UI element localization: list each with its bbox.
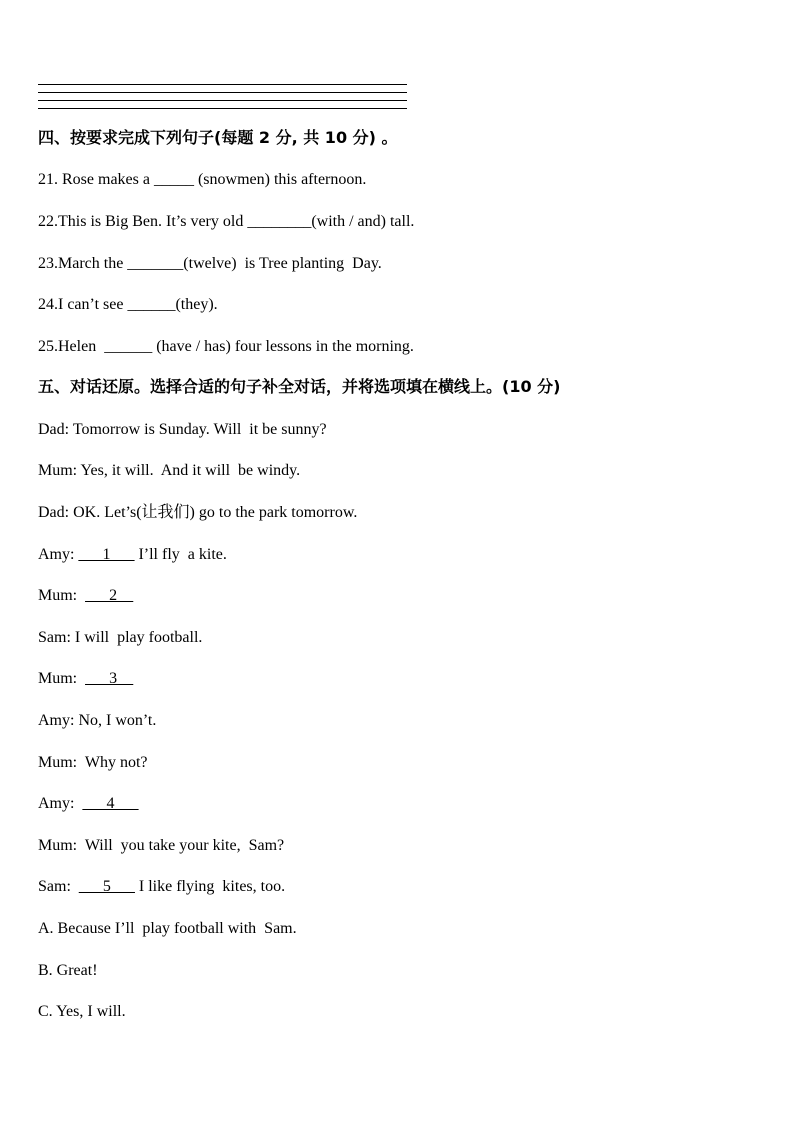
answer-blank-5[interactable]: ___5___ [78, 878, 135, 895]
speaker: Dad: [38, 421, 70, 438]
dialogue-text: I like flying kites, too. [134, 878, 286, 895]
question-21: 21. Rose makes a _____ (snowmen) this afternoon. [38, 171, 367, 188]
question-23: 23.March the _______(twelve) is Tree planting Day. [38, 255, 382, 272]
answer-blank-1[interactable]: ___1___ [78, 546, 135, 563]
option-b: B. Great! [38, 962, 98, 979]
option-c: C. Yes, I will. [38, 1003, 126, 1020]
section-4-heading: 四、按要求完成下列句子(每题 2 分, 共 10 分) 。 [38, 128, 398, 147]
dialogue-line [38, 836, 284, 856]
answer-lines [38, 84, 407, 116]
speaker: Amy: [38, 712, 75, 729]
dialogue-line [38, 794, 138, 814]
dialogue-text: I will play football. [70, 629, 203, 646]
dialogue-line [38, 586, 133, 606]
speaker: Dad: [38, 504, 70, 521]
dialogue-line [38, 877, 285, 897]
dialogue-line [38, 753, 147, 773]
dialogue-line [38, 503, 357, 523]
dialogue-line [38, 628, 202, 648]
question-22: 22.This is Big Ben. It’s very old ________(with / and) tall. [38, 213, 415, 230]
dialogue-text: OK. Let’s(让我们) go to the park tomorrow. [69, 504, 358, 521]
speaker: Amy: [38, 546, 75, 563]
speaker: Sam: [38, 629, 71, 646]
answer-blank-3[interactable]: ___3__ [85, 670, 134, 687]
dialogue-text: Tomorrow is Sunday. Will it be sunny? [69, 421, 327, 438]
answer-line [38, 92, 407, 93]
dialogue-line [38, 420, 327, 440]
speaker: Sam: [38, 878, 71, 895]
speaker: Mum: [38, 670, 78, 687]
question-25: 25.Helen ______ (have / has) four lessons in the morning. [38, 338, 414, 355]
dialogue-text: Will you take your kite, Sam? [77, 837, 285, 854]
dialogue-text [77, 587, 85, 604]
speaker: Mum: [38, 837, 78, 854]
answer-blank-4[interactable]: ___4___ [82, 795, 139, 812]
answer-line [38, 100, 407, 101]
dialogue-text: Why not? [77, 754, 148, 771]
dialogue-text: Yes, it will. And it will be windy. [77, 462, 301, 479]
speaker: Mum: [38, 587, 78, 604]
dialogue-text: No, I won’t. [74, 712, 157, 729]
dialogue-line [38, 669, 133, 689]
answer-line [38, 108, 407, 109]
answer-blank-2[interactable]: ___2__ [85, 587, 134, 604]
dialogue-text: I’ll fly a kite. [134, 546, 227, 563]
speaker: Amy: [38, 795, 75, 812]
speaker: Mum: [38, 462, 78, 479]
speaker: Mum: [38, 754, 78, 771]
dialogue-text [71, 878, 79, 895]
option-a: A. Because I’ll play football with Sam. [38, 920, 297, 937]
dialogue-line [38, 545, 227, 565]
dialogue-line [38, 461, 300, 481]
dialogue-text [77, 670, 85, 687]
answer-line [38, 84, 407, 85]
section-5-heading: 五、对话还原。选择合适的句子补全对话，并将选项填在横线上。(10 分) [38, 377, 561, 396]
dialogue-line [38, 711, 156, 731]
question-24: 24.I can’t see ______(they). [38, 296, 218, 313]
